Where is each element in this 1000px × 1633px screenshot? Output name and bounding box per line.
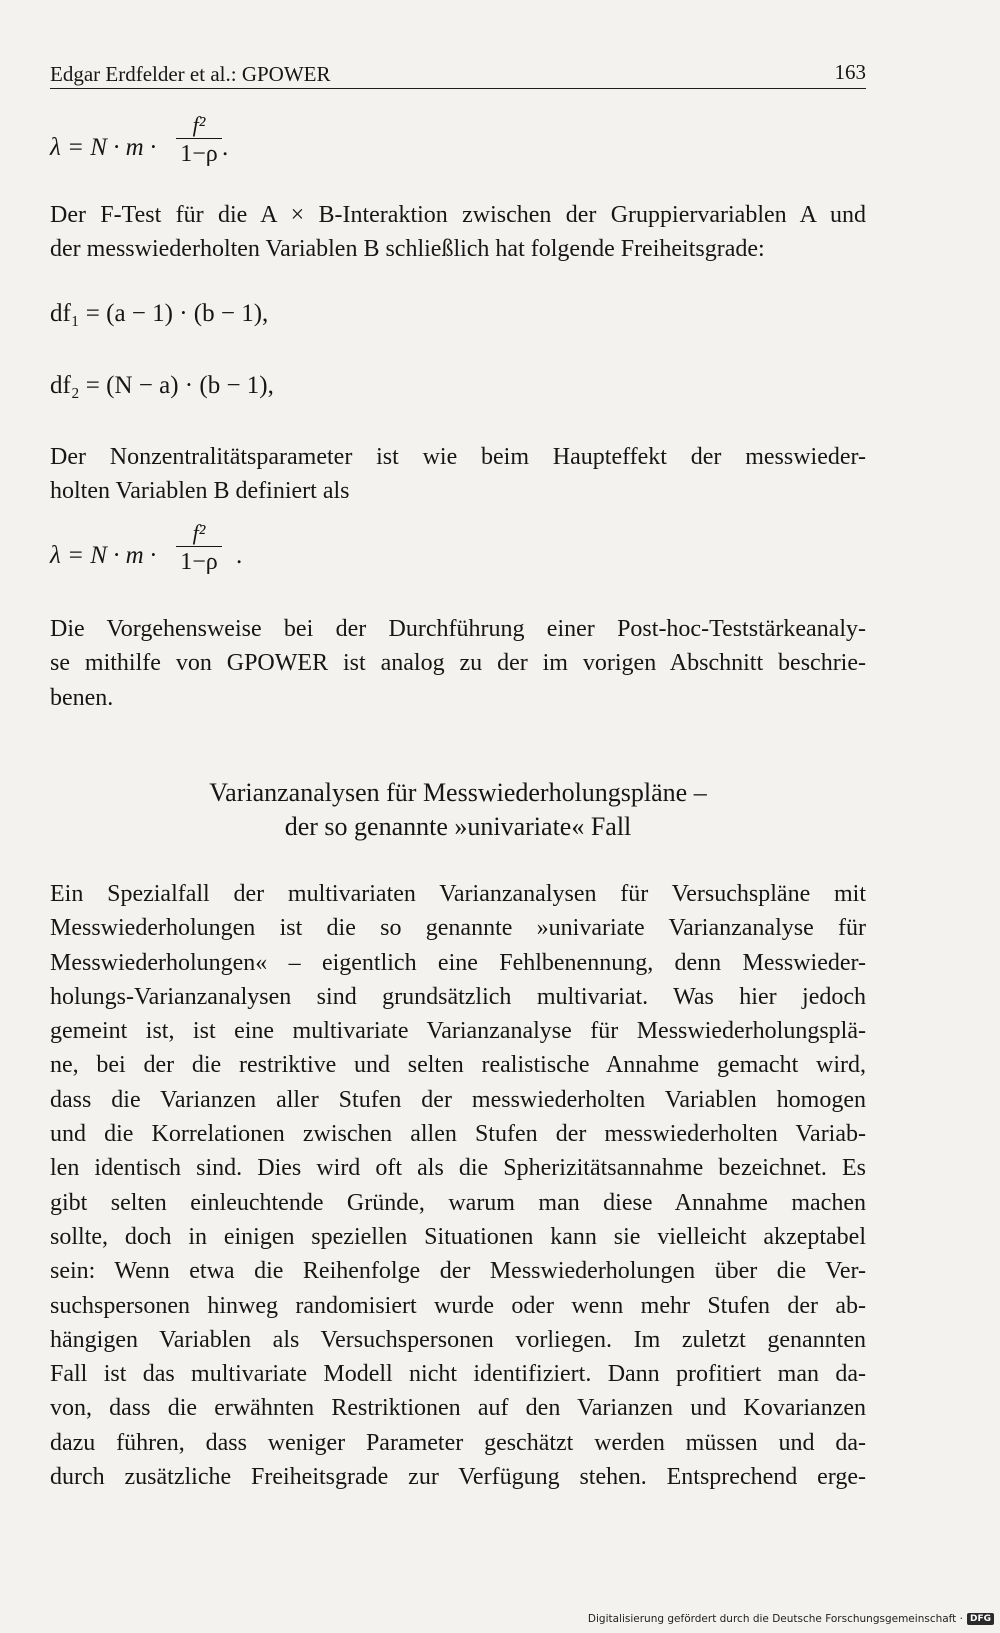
text-line: von, dass die erwähnten Restriktionen auf den Varianzen und Kovarianzen: [50, 1395, 866, 1422]
text-line: Fall ist das multivariate Modell nicht identifiziert. Dann profitiert man da-: [50, 1361, 866, 1388]
digitization-footer: [588, 1613, 994, 1625]
text-line: holten Variablen B definiert als: [50, 478, 350, 505]
page-number: 163: [834, 60, 866, 84]
running-header: [50, 60, 866, 89]
formula-period: .: [222, 134, 229, 161]
text-line: der messwiederholten Variablen B schließlich hat folgende Freiheitsgrade:: [50, 236, 765, 263]
footer-text: Digitalisierung gefördert durch die Deutsche Forschungsgemeinschaft ·: [587, 1613, 963, 1625]
text-line: len identisch sind. Dies wird oft als die Spherizitätsannahme bezeichnet. Es: [50, 1155, 866, 1182]
section-heading-line: der so genannte »univariate« Fall: [284, 812, 632, 841]
dfg-logo: DFG: [967, 1613, 994, 1625]
formula-denominator: 1−ρ: [180, 141, 218, 167]
text-line: gibt selten einleuchtende Gründe, warum man diese Annahme machen: [50, 1189, 866, 1216]
text-line: sollte, doch in einigen speziellen Situationen kann sie vielleicht akzeptabel: [50, 1223, 866, 1250]
formula-lambda-2: [50, 520, 310, 600]
section-heading-line: Varianzanalysen für Messwiederholungspläne –: [209, 778, 707, 807]
text-line: Der Nonzentralitätsparameter ist wie beim Haupteffekt der messwieder-: [50, 444, 866, 470]
text-line: Die Vorgehensweise bei der Durchführung einer Post-hoc-Teststärkeanaly-: [50, 616, 866, 642]
text-line: se mithilfe von GPOWER ist analog zu der im vorigen Abschnitt beschrie-: [50, 650, 866, 677]
text-line: ne, bei der die restriktive und selten realistische Annahme gemacht wird,: [50, 1052, 866, 1079]
text-line: hängigen Variablen als Versuchspersonen vorliegen. Im zuletzt genannten: [50, 1326, 866, 1353]
text-line: gemeint ist, ist eine multivariate Varianzanalyse für Messwiederholungsplä-: [50, 1018, 866, 1045]
formula-lambda-1: [50, 112, 290, 192]
text-line: Messwiederholungen« – eigentlich eine Fehlbenennung, denn Messwieder-: [50, 949, 866, 976]
equation-df2: df₂ = (N − a) · (b − 1),: [50, 372, 274, 399]
paragraph-procedure: [50, 612, 866, 715]
text-line: durch zusätzliche Freiheitsgrade zur Verfügung stehen. Entsprechend erge-: [50, 1464, 866, 1491]
text-line: benen.: [50, 684, 114, 711]
text-line: Messwiederholungen ist die so genannte »univariate Varianzanalyse für: [50, 915, 866, 942]
formula-period: .: [236, 542, 243, 569]
text-line: dass die Varianzen aller Stufen der messwiederholten Variablen homogen: [50, 1086, 866, 1113]
running-title: Edgar Erdfelder et al.: GPOWER: [50, 62, 331, 86]
formula-numerator: f²: [192, 520, 206, 545]
text-line: dazu führen, dass weniger Parameter geschätzt werden müssen und da-: [50, 1429, 866, 1456]
equation-df1: df₁ = (a − 1) · (b − 1),: [50, 300, 269, 327]
paragraph-noncentrality: [50, 440, 866, 509]
text-line: suchspersonen hinweg randomisiert wurde oder wenn mehr Stufen der ab-: [50, 1292, 866, 1319]
paragraph-univariate: [50, 877, 866, 1494]
section-heading: [50, 776, 866, 844]
formula-lhs: λ = N · m ·: [50, 542, 157, 569]
text-line: und die Korrelationen zwischen allen Stufen der messwiederholten Variab-: [50, 1121, 866, 1148]
formula-numerator: f²: [192, 112, 206, 137]
text-line: sein: Wenn etwa die Reihenfolge der Messwiederholungen über die Ver-: [50, 1258, 866, 1285]
text-line: holungs-Varianzanalysen sind grundsätzlich multivariat. Was hier jedoch: [50, 983, 866, 1010]
formula-fraction: [176, 522, 222, 577]
formula-denominator: 1−ρ: [180, 549, 218, 575]
paragraph-interaction-test: [50, 198, 866, 267]
text-line: Ein Spezialfall der multivariaten Varianzanalysen für Versuchspläne mit: [50, 881, 866, 907]
text-line: Der F-Test für die A × B-Interaktion zwischen der Gruppiervariablen A und: [50, 202, 866, 228]
formula-lhs: λ = N · m ·: [50, 134, 157, 161]
formula-fraction: [176, 114, 222, 169]
